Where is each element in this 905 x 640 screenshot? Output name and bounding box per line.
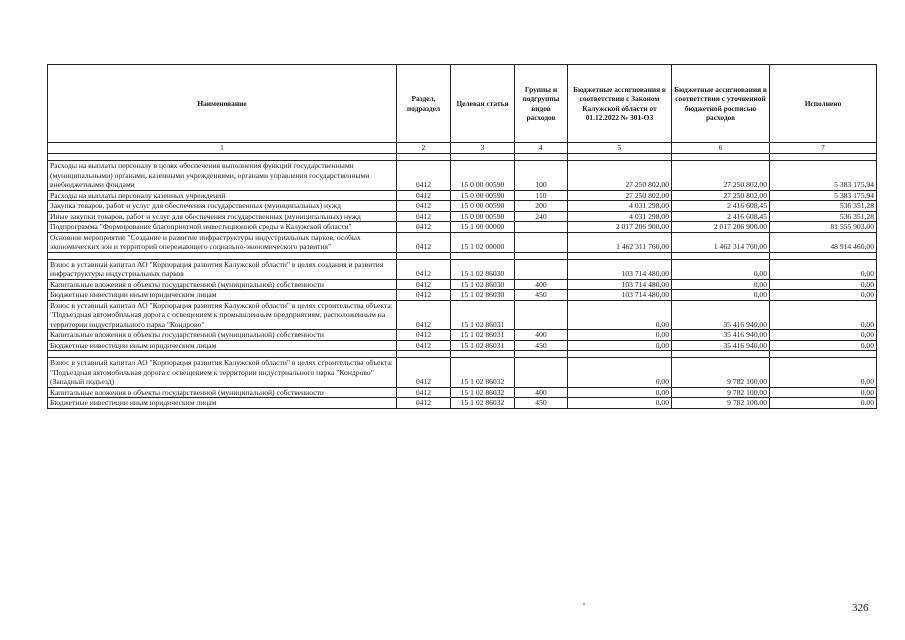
schedule-amount-cell: 27 250 802,00 — [672, 161, 770, 191]
group-cell — [515, 232, 568, 252]
page-number: 326 — [852, 602, 869, 614]
group-cell: 400 — [515, 279, 568, 290]
section-cell: 0412 — [397, 340, 451, 351]
row-name-cell: Иные закупки товаров, работ и услуг для обеспечения государственных (муниципальных) нужд — [48, 211, 397, 222]
law-amount-cell: 0,00 — [568, 387, 672, 398]
section-cell: 0412 — [397, 232, 451, 252]
column-number: 1 — [48, 143, 397, 154]
target-cell: 15 1 02 86030 — [451, 290, 515, 301]
law-amount-cell: 27 250 802,00 — [568, 190, 672, 201]
section-cell: 0412 — [397, 161, 451, 191]
law-amount-cell: 4 031 298,00 — [568, 201, 672, 212]
spacer-cell — [451, 351, 515, 358]
spacer-cell — [397, 154, 451, 161]
header-schedule: Бюджетные ассигнования в соответствии с уточненной бюджетной росписью расходов — [672, 65, 770, 143]
column-number: 5 — [568, 143, 672, 154]
section-cell: 0412 — [397, 358, 451, 388]
executed-amount-cell: 0,00 — [770, 387, 877, 398]
row-name-cell: Бюджетные инвестиции иным юридическим лицам — [48, 340, 397, 351]
schedule-amount-cell: 2 017 206 900,00 — [672, 222, 770, 233]
executed-amount-cell: 536 351,28 — [770, 201, 877, 212]
section-cell: 0412 — [397, 330, 451, 341]
spacer-cell — [770, 351, 877, 358]
law-amount-cell: 27 250 802,00 — [568, 161, 672, 191]
group-cell — [515, 358, 568, 388]
spacer-cell — [515, 351, 568, 358]
header-section: Раздел, подраздел — [397, 65, 451, 143]
schedule-amount-cell: 27 250 802,00 — [672, 190, 770, 201]
table-row — [48, 190, 877, 201]
spacer-cell — [672, 252, 770, 259]
section-cell: 0412 — [397, 201, 451, 212]
spacer-cell — [451, 252, 515, 259]
law-amount-cell: 0,00 — [568, 358, 672, 388]
table-row — [48, 279, 877, 290]
table-row — [48, 340, 877, 351]
column-number: 3 — [451, 143, 515, 154]
spacer-cell — [397, 351, 451, 358]
spacer-cell — [770, 252, 877, 259]
executed-amount-cell: 0,00 — [770, 259, 877, 279]
header-groups: Группы и подгруппы видов расходов — [515, 65, 568, 143]
row-name-cell: Основное мероприятие "Создание и развитие инфраструктуры индустриальных парков, особых экономических зон и территорий опережающего социально-экономического развития" — [48, 232, 397, 252]
executed-amount-cell: 0,00 — [770, 340, 877, 351]
table-row — [48, 387, 877, 398]
spacer-cell — [770, 154, 877, 161]
spacer-cell — [48, 351, 397, 358]
spacer-cell — [515, 252, 568, 259]
row-name-cell: Взнос в уставный капитал АО "Корпорация развития Калужской области" в целях строительства объекта: "Подъездная автомобильная дорога с освещением к промышленным предприятиям, расположенным на территории индустриального парка "Кондрово" — [48, 300, 397, 330]
table-row — [48, 211, 877, 222]
header-executed: Исполнено — [770, 65, 877, 143]
group-cell: 110 — [515, 190, 568, 201]
schedule-amount-cell: 2 416 608,45 — [672, 201, 770, 212]
target-cell: 15 1 02 86032 — [451, 387, 515, 398]
law-amount-cell: 103 714 480,00 — [568, 279, 672, 290]
row-name-cell: Капитальные вложения в объекты государственной (муниципальной) собственности — [48, 330, 397, 341]
section-cell: 0412 — [397, 300, 451, 330]
table-row — [48, 300, 877, 330]
schedule-amount-cell: 35 416 940,00 — [672, 340, 770, 351]
scan-speck — [583, 603, 585, 605]
group-cell: 400 — [515, 387, 568, 398]
spacer-cell — [672, 351, 770, 358]
header-row — [48, 65, 877, 143]
header-law: Бюджетные ассигнования в соответствии с Законом Калужской области от 01.12.2022 № 301-ОЗ — [568, 65, 672, 143]
target-cell: 15 1 02 00000 — [451, 232, 515, 252]
law-amount-cell: 0,00 — [568, 398, 672, 409]
table-row — [48, 232, 877, 252]
row-name-cell: Расходы на выплаты персоналу казенных учреждений — [48, 190, 397, 201]
schedule-amount-cell: 0,00 — [672, 259, 770, 279]
schedule-amount-cell: 0,00 — [672, 279, 770, 290]
target-cell: 15 0 00 00590 — [451, 211, 515, 222]
executed-amount-cell: 0,00 — [770, 290, 877, 301]
executed-amount-cell: 0,00 — [770, 358, 877, 388]
schedule-amount-cell: 9 782 100,00 — [672, 358, 770, 388]
schedule-amount-cell: 35 416 940,00 — [672, 330, 770, 341]
column-number: 7 — [770, 143, 877, 154]
law-amount-cell: 2 017 206 900,00 — [568, 222, 672, 233]
law-amount-cell: 4 031 298,00 — [568, 211, 672, 222]
spacer-cell — [451, 154, 515, 161]
target-cell: 15 1 00 00000 — [451, 222, 515, 233]
executed-amount-cell: 0,00 — [770, 279, 877, 290]
spacer-cell — [568, 154, 672, 161]
table-row — [48, 161, 877, 191]
group-cell: 240 — [515, 211, 568, 222]
target-cell: 15 0 00 00590 — [451, 201, 515, 212]
table-row — [48, 222, 877, 233]
section-cell: 0412 — [397, 398, 451, 409]
spacer-row — [48, 154, 877, 161]
section-cell: 0412 — [397, 190, 451, 201]
target-cell: 15 1 02 86032 — [451, 358, 515, 388]
executed-amount-cell: 81 555 903,00 — [770, 222, 877, 233]
column-number: 2 — [397, 143, 451, 154]
row-name-cell: Подпрограмма "Формирование благоприятной инвестиционной среды в Калужской области" — [48, 222, 397, 233]
section-cell: 0412 — [397, 222, 451, 233]
table-body — [48, 154, 877, 409]
row-name-cell: Капитальные вложения в объекты государственной (муниципальной) собственности — [48, 387, 397, 398]
spacer-cell — [568, 252, 672, 259]
spacer-cell — [515, 154, 568, 161]
executed-amount-cell: 48 914 460,00 — [770, 232, 877, 252]
target-cell: 15 1 02 86031 — [451, 340, 515, 351]
table-row — [48, 201, 877, 212]
schedule-amount-cell: 9 782 100,00 — [672, 387, 770, 398]
schedule-amount-cell: 9 782 100,00 — [672, 398, 770, 409]
spacer-row — [48, 351, 877, 358]
section-cell: 0412 — [397, 387, 451, 398]
group-cell: 450 — [515, 290, 568, 301]
law-amount-cell: 1 462 311 760,00 — [568, 232, 672, 252]
section-cell: 0412 — [397, 211, 451, 222]
spacer-row — [48, 252, 877, 259]
group-cell — [515, 222, 568, 233]
target-cell: 15 0 00 00590 — [451, 161, 515, 191]
group-cell: 400 — [515, 330, 568, 341]
executed-amount-cell: 5 383 175,94 — [770, 190, 877, 201]
target-cell: 15 1 02 86032 — [451, 398, 515, 409]
row-name-cell: Бюджетные инвестиции иным юридическим лицам — [48, 398, 397, 409]
budget-table — [47, 64, 877, 409]
target-cell: 15 1 02 86031 — [451, 300, 515, 330]
table-row — [48, 290, 877, 301]
row-name-cell: Расходы на выплаты персоналу в целях обеспечения выполнения функций государственными (муниципальными) органами, казенными учреждениями, органами управления государственными внебюджетными фондами — [48, 161, 397, 191]
table-row — [48, 330, 877, 341]
column-number-row — [48, 143, 877, 154]
group-cell — [515, 300, 568, 330]
table-row — [48, 259, 877, 279]
row-name-cell: Взнос в уставный капитал АО "Корпорация развития Калужской области" в целях создания и развития инфраструктуры индустриальных парков — [48, 259, 397, 279]
section-cell: 0412 — [397, 279, 451, 290]
header-name: Наименование — [48, 65, 397, 143]
target-cell: 15 1 02 86030 — [451, 259, 515, 279]
row-name-cell: Взнос в уставный капитал АО "Корпорация развития Калужской области" в целях строительства объекта: "Подъездная автомобильная дорога с освещением к территории индустриального парка "Кондрово" (Западный подъезд) — [48, 358, 397, 388]
spacer-cell — [397, 252, 451, 259]
section-cell: 0412 — [397, 290, 451, 301]
target-cell: 15 1 02 86030 — [451, 279, 515, 290]
column-number: 6 — [672, 143, 770, 154]
executed-amount-cell: 0,00 — [770, 330, 877, 341]
column-number: 4 — [515, 143, 568, 154]
header-target: Целевая статья — [451, 65, 515, 143]
spacer-cell — [672, 154, 770, 161]
law-amount-cell: 103 714 480,00 — [568, 290, 672, 301]
group-cell: 200 — [515, 201, 568, 212]
row-name-cell: Закупка товаров, работ и услуг для обеспечения государственных (муниципальных) нужд — [48, 201, 397, 212]
law-amount-cell: 0,00 — [568, 340, 672, 351]
spacer-cell — [48, 252, 397, 259]
executed-amount-cell: 0,00 — [770, 398, 877, 409]
row-name-cell: Бюджетные инвестиции иным юридическим лицам — [48, 290, 397, 301]
schedule-amount-cell: 35 416 940,00 — [672, 300, 770, 330]
group-cell: 450 — [515, 398, 568, 409]
table-row — [48, 358, 877, 388]
target-cell: 15 0 00 00590 — [451, 190, 515, 201]
executed-amount-cell: 0,00 — [770, 300, 877, 330]
group-cell: 450 — [515, 340, 568, 351]
spacer-cell — [48, 154, 397, 161]
executed-amount-cell: 536 351,28 — [770, 211, 877, 222]
spacer-cell — [568, 351, 672, 358]
section-cell: 0412 — [397, 259, 451, 279]
group-cell — [515, 259, 568, 279]
schedule-amount-cell: 1 462 314 760,00 — [672, 232, 770, 252]
target-cell: 15 1 02 86031 — [451, 330, 515, 341]
law-amount-cell: 0,00 — [568, 300, 672, 330]
executed-amount-cell: 5 383 175,94 — [770, 161, 877, 191]
row-name-cell: Капитальные вложения в объекты государственной (муниципальной) собственности — [48, 279, 397, 290]
law-amount-cell: 0,00 — [568, 330, 672, 341]
schedule-amount-cell: 2 416 608,45 — [672, 211, 770, 222]
schedule-amount-cell: 0,00 — [672, 290, 770, 301]
group-cell: 100 — [515, 161, 568, 191]
table-row — [48, 398, 877, 409]
law-amount-cell: 103 714 480,00 — [568, 259, 672, 279]
